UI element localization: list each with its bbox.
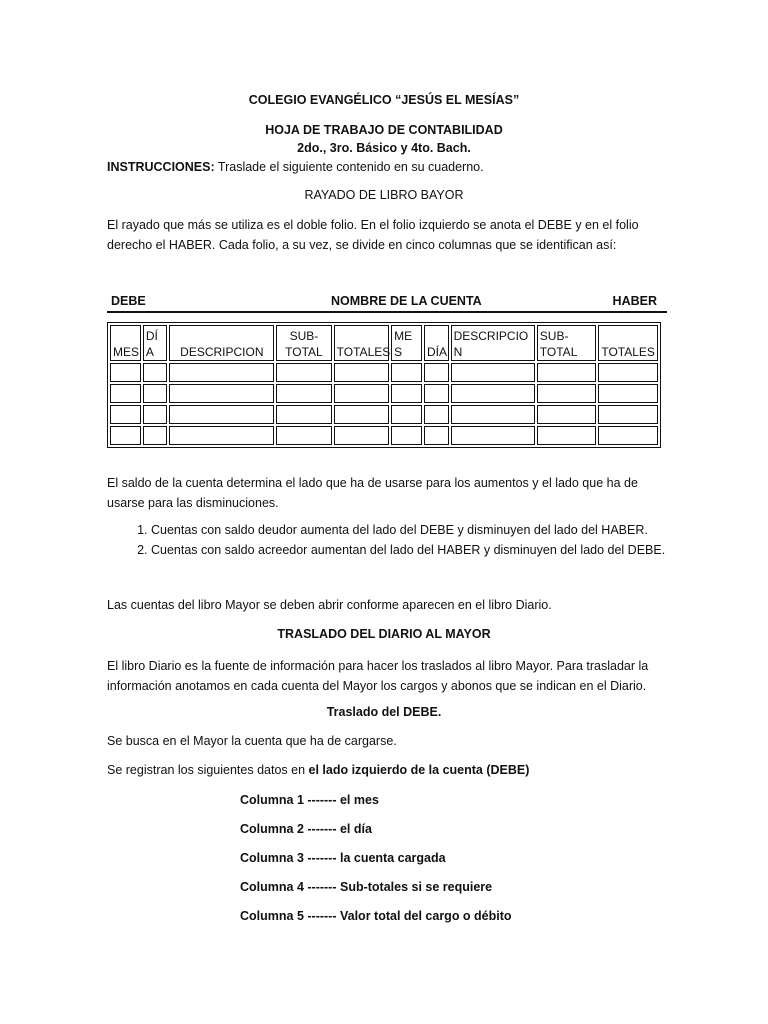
ledger-col-subtotal-haber: SUB- TOTAL <box>537 325 597 361</box>
ledger-empty-cell <box>424 405 449 424</box>
ledger-empty-cell <box>451 384 535 403</box>
instructions <box>107 160 484 174</box>
ledger-col-dia: DÍ A <box>143 325 168 361</box>
ledger-empty-cell <box>391 426 422 445</box>
ledger-empty-cell <box>537 363 597 382</box>
ledger-empty-cell <box>598 426 658 445</box>
ledger-empty-cell <box>598 363 658 382</box>
ledger-table <box>107 322 661 448</box>
ledger-empty-cell <box>169 384 274 403</box>
list-item: 2. Cuentas con saldo acreedor aumentan del lado del HABER y disminuyen del lado del DEBE. <box>151 540 711 560</box>
ledger-empty-cell <box>424 426 449 445</box>
ledger-empty-cell <box>276 363 331 382</box>
ledger-empty-cell <box>598 405 658 424</box>
table-row <box>110 363 658 382</box>
ledger-empty-cell <box>424 384 449 403</box>
ledger-col-totales-haber: TOTALES <box>598 325 658 361</box>
ledger-empty-cell <box>391 384 422 403</box>
ledger-empty-cell <box>537 405 597 424</box>
ledger-empty-cell <box>537 426 597 445</box>
debe-title: Traslado del DEBE. <box>326 705 442 719</box>
ledger-col-totales: TOTALES <box>334 325 389 361</box>
debe-line1: Se busca en el Mayor la cuenta que ha de cargarse. <box>107 734 397 748</box>
ledger-heading-rule <box>107 311 667 313</box>
table-row <box>110 384 658 403</box>
ledger-col-mes-haber: ME S <box>391 325 422 361</box>
ledger-col-dia-haber: DÍA <box>424 325 449 361</box>
ledger-empty-cell <box>110 405 141 424</box>
ledger-empty-cell <box>334 363 389 382</box>
ledger-empty-cell <box>169 426 274 445</box>
table-row <box>110 426 658 445</box>
ledger-col-mes: MES <box>110 325 141 361</box>
debe-line2 <box>107 763 529 777</box>
ledger-empty-cell <box>334 426 389 445</box>
grades-line: 2do., 3ro. Básico y 4to. Bach. <box>297 141 471 155</box>
ledger-empty-cell <box>451 363 535 382</box>
debe-line2-emphasis: el lado izquierdo de la cuenta (DEBE) <box>308 763 530 777</box>
mayor-note: Las cuentas del libro Mayor se deben abrir conforme aparecen en el libro Diario. <box>107 598 552 612</box>
column-2-item: Columna 2 ------- el día <box>240 822 372 836</box>
column-4-item: Columna 4 ------- Sub-totales si se requiere <box>240 880 493 894</box>
ledger-empty-cell <box>334 405 389 424</box>
ledger-empty-cell <box>169 363 274 382</box>
ledger-empty-cell <box>143 384 168 403</box>
ledger-header-row <box>110 325 658 361</box>
ledger-haber-label: HABER <box>612 294 657 308</box>
list-item: 1. Cuentas con saldo deudor aumenta del lado del DEBE y disminuyen del lado del HABER. <box>151 520 711 540</box>
ledger-col-subtotal: SUB- TOTAL <box>276 325 331 361</box>
ledger-empty-cell <box>391 405 422 424</box>
column-1-item: Columna 1 ------- el mes <box>240 793 379 807</box>
column-5-item: Columna 5 ------- Valor total del cargo o débito <box>240 909 512 923</box>
ledger-empty-cell <box>110 363 141 382</box>
ledger-empty-cell <box>451 405 535 424</box>
traslado-paragraph: El libro Diario es la fuente de información para hacer los traslados al libro Mayor. Para trasladar la información anotamos en cada cuenta del Mayor los cargos y abonos que se indican en el Diario. <box>107 659 649 693</box>
ledger-empty-cell <box>598 384 658 403</box>
saldo-list <box>107 520 711 560</box>
ledger-account-name-label: NOMBRE DE LA CUENTA <box>331 294 482 308</box>
column-3-item: Columna 3 ------- la cuenta cargada <box>240 851 446 865</box>
ledger-col-descripcion-haber: DESCRIPCIO N <box>451 325 535 361</box>
ledger-empty-cell <box>110 384 141 403</box>
section-title-traslado: TRASLADO DEL DIARIO AL MAYOR <box>277 627 491 641</box>
ledger-debe-label: DEBE <box>111 294 146 308</box>
instructions-text: Traslade el siguiente contenido en su cuaderno. <box>214 160 484 174</box>
ledger-empty-cell <box>276 405 331 424</box>
ledger-empty-cell <box>451 426 535 445</box>
ledger-empty-cell <box>334 384 389 403</box>
ledger-empty-cell <box>110 426 141 445</box>
ledger-empty-cell <box>391 363 422 382</box>
instructions-label: INSTRUCCIONES: <box>107 160 215 174</box>
sheet-title: HOJA DE TRABAJO DE CONTABILIDAD <box>265 123 503 137</box>
school-name: COLEGIO EVANGÉLICO “JESÚS EL MESÍAS” <box>248 93 520 107</box>
ledger-col-descripcion: DESCRIPCION <box>169 325 274 361</box>
table-row <box>110 405 658 424</box>
ledger-empty-cell <box>537 384 597 403</box>
ledger-empty-cell <box>276 384 331 403</box>
section-title-rayado: RAYADO DE LIBRO BAYOR <box>304 188 464 202</box>
rayado-paragraph: El rayado que más se utiliza es el doble folio. En el folio izquierdo se anota el DEBE y en el folio derecho el HABER. Cada folio, a su vez, se divide en cinco columnas que se identifican así: <box>107 218 639 252</box>
ledger-empty-cell <box>143 363 168 382</box>
ledger-empty-cell <box>169 405 274 424</box>
ledger-heading <box>107 294 667 310</box>
saldo-paragraph: El saldo de la cuenta determina el lado que ha de usarse para los aumentos y el lado que ha de usarse para las disminuciones. <box>107 476 638 510</box>
ledger-empty-cell <box>276 426 331 445</box>
debe-line2-text: Se registran los siguientes datos en <box>107 763 309 777</box>
ledger-empty-cell <box>424 363 449 382</box>
ledger-empty-cell <box>143 426 168 445</box>
ledger-empty-cell <box>143 405 168 424</box>
